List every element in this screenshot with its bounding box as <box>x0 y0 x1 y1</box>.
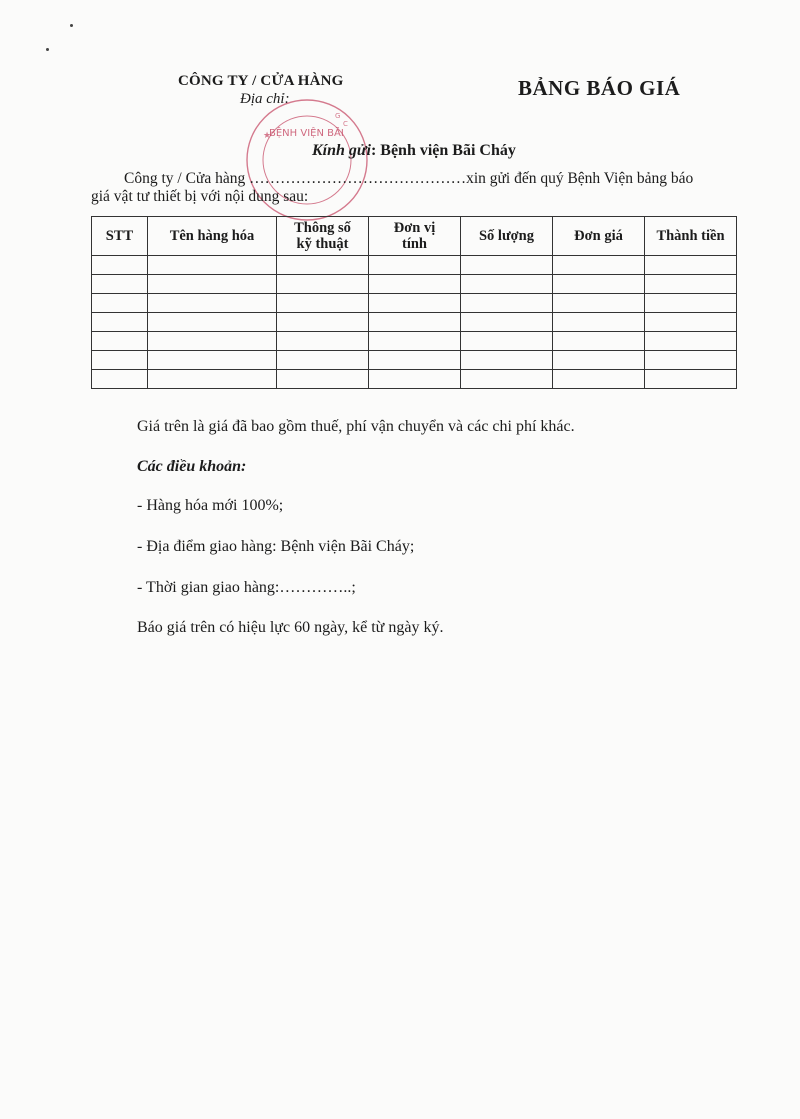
validity-note: Báo giá trên có hiệu lực 60 ngày, kể từ ngày ký. <box>137 619 444 636</box>
scan-speck <box>70 24 73 27</box>
table-body <box>92 256 737 389</box>
table-cell <box>277 351 369 370</box>
term-item: - Thời gian giao hàng:…………..; <box>137 579 356 596</box>
table-row <box>92 313 737 332</box>
table-cell <box>277 313 369 332</box>
table-cell <box>148 256 277 275</box>
svg-text:C: C <box>343 120 348 128</box>
table-cell <box>553 332 645 351</box>
table-row <box>92 332 737 351</box>
table-cell <box>553 294 645 313</box>
table-cell <box>148 332 277 351</box>
table-cell <box>92 313 148 332</box>
table-cell <box>553 370 645 389</box>
column-header-text: kỹ thuật <box>296 236 349 252</box>
table-cell <box>148 294 277 313</box>
column-header <box>277 217 369 256</box>
table-cell <box>148 370 277 389</box>
column-header-text: Số lượng <box>478 228 534 244</box>
table-cell <box>645 275 737 294</box>
table-row <box>92 275 737 294</box>
table-cell <box>277 294 369 313</box>
table-cell <box>369 256 461 275</box>
intro-line-2: giá vật tư thiết bị với nội dung sau: <box>91 188 309 205</box>
term-item: - Địa điểm giao hàng: Bệnh viện Bãi Cháy; <box>137 538 415 555</box>
column-header-text: Đơn giá <box>574 228 623 244</box>
table-cell <box>369 351 461 370</box>
table-cell <box>461 294 553 313</box>
stamp-text: BỆNH VIỆN BÃI <box>269 128 344 139</box>
svg-text:G: G <box>335 112 341 120</box>
column-header-text: Đơn vị <box>393 220 436 236</box>
table-cell <box>645 294 737 313</box>
column-header <box>92 217 148 256</box>
column-header <box>553 217 645 256</box>
table-cell <box>645 351 737 370</box>
address-label: Địa chỉ: <box>240 91 290 107</box>
recipient-value: : Bệnh viện Bãi Cháy <box>370 142 516 159</box>
price-note: Giá trên là giá đã bao gồm thuế, phí vận chuyển và các chi phí khác. <box>137 418 575 435</box>
table-cell <box>645 370 737 389</box>
scan-speck <box>46 48 49 51</box>
intro-line-1: Công ty / Cửa hàng ……………………………………xin gửi đến quý Bệnh Viện bảng báo <box>124 170 694 187</box>
column-header-text: Thông số <box>294 220 351 236</box>
table-cell <box>92 294 148 313</box>
company-name: CÔNG TY / CỬA HÀNG <box>178 73 344 89</box>
term-item: - Hàng hóa mới 100%; <box>137 497 284 514</box>
table-cell <box>461 313 553 332</box>
table-cell <box>369 275 461 294</box>
table-cell <box>645 313 737 332</box>
table-row <box>92 370 737 389</box>
table-cell <box>369 370 461 389</box>
table-cell <box>92 370 148 389</box>
column-header <box>369 217 461 256</box>
table-cell <box>277 275 369 294</box>
terms-title: Các điều khoản: <box>137 458 247 475</box>
column-header <box>148 217 277 256</box>
column-header-text: tính <box>402 236 427 252</box>
table-cell <box>553 351 645 370</box>
table-cell <box>148 351 277 370</box>
table-cell <box>553 256 645 275</box>
table-cell <box>369 294 461 313</box>
table-cell <box>461 351 553 370</box>
table-cell <box>461 256 553 275</box>
column-header-text: Thành tiền <box>656 228 725 244</box>
table-cell <box>92 351 148 370</box>
table-cell <box>277 370 369 389</box>
table-row <box>92 294 737 313</box>
table-cell <box>369 313 461 332</box>
table-header-row <box>92 217 737 256</box>
table-cell <box>148 313 277 332</box>
column-header-text: Tên hàng hóa <box>169 228 255 244</box>
table-cell <box>277 256 369 275</box>
table-cell <box>461 332 553 351</box>
table-cell <box>645 256 737 275</box>
table-cell <box>148 275 277 294</box>
svg-text:★: ★ <box>263 131 272 141</box>
table-cell <box>461 370 553 389</box>
recipient-label: Kính gửi <box>312 142 371 159</box>
table-cell <box>461 275 553 294</box>
table-row <box>92 256 737 275</box>
table-row <box>92 351 737 370</box>
table-cell <box>277 332 369 351</box>
column-header-text: STT <box>105 228 134 244</box>
table-cell <box>369 332 461 351</box>
column-header <box>461 217 553 256</box>
document-title: BẢNG BÁO GIÁ <box>518 76 681 100</box>
table-cell <box>92 256 148 275</box>
table-cell <box>553 275 645 294</box>
recipient-line <box>312 142 516 160</box>
quotation-table <box>91 216 737 389</box>
table-cell <box>553 313 645 332</box>
table-cell <box>645 332 737 351</box>
table-cell <box>92 332 148 351</box>
table-cell <box>92 275 148 294</box>
column-header <box>645 217 737 256</box>
